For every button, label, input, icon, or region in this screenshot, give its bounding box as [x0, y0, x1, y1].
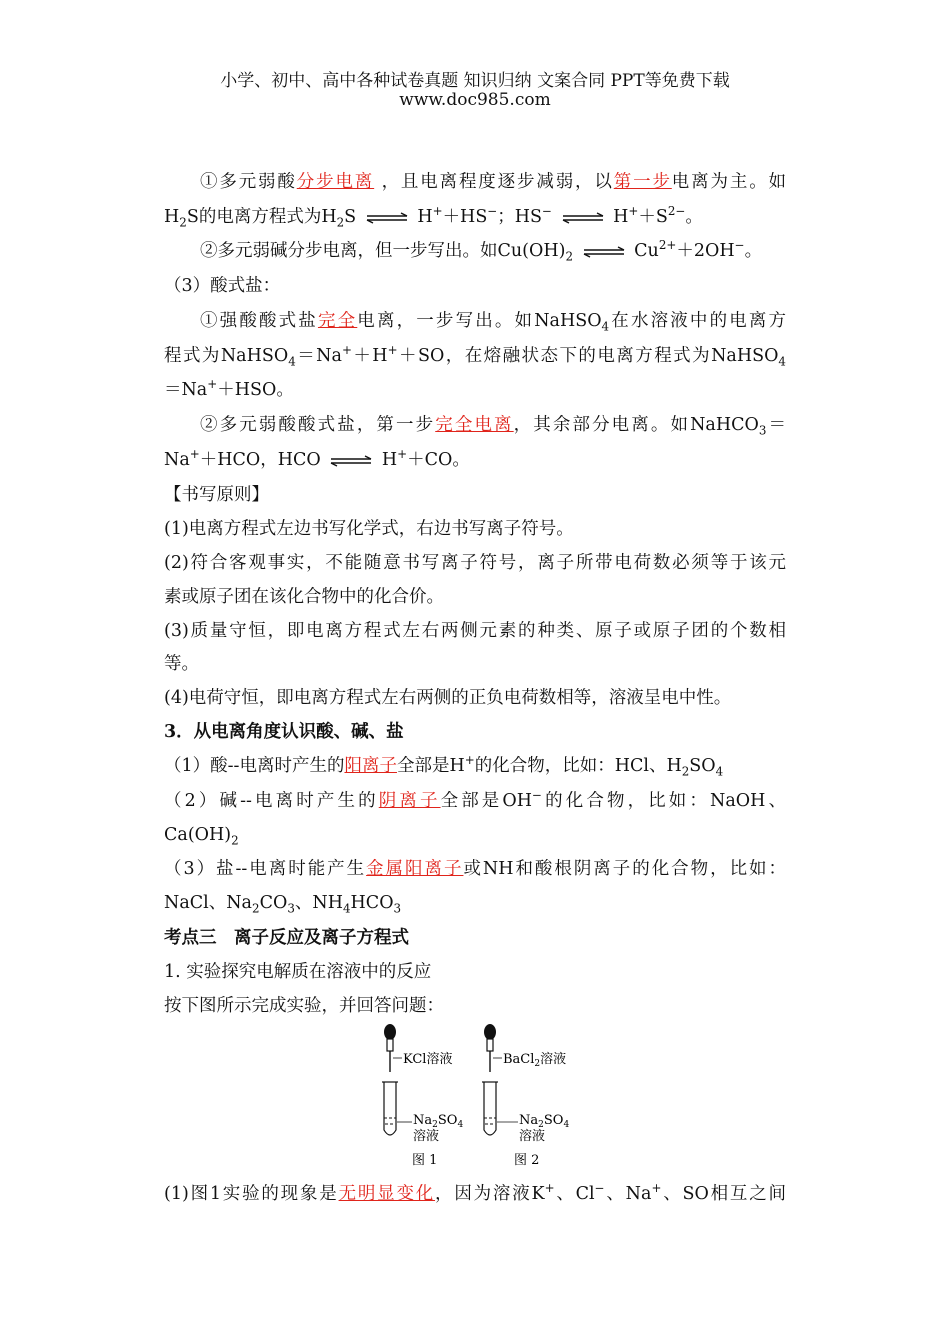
- paragraph-weak-acid-salt: ②多元弱酸酸式盐，第一步完全电离，其余部分电离。如NaHCO$_3$＝: [200, 415, 786, 438]
- rule-2-line2: 素或原子团在该化合物中的化合价。: [164, 587, 444, 607]
- section-3-title: 3．从电离角度认识酸、碱、盐: [164, 722, 404, 742]
- rule-1: (1)电离方程式左边书写化学式，右边书写离子符号。: [164, 519, 574, 539]
- figure-caption-1: 图 1: [412, 1153, 438, 1168]
- heading-acid-salt: （3）酸式盐：: [164, 276, 281, 296]
- rule-3-line1: (3)质量守恒，即电离方程式左右两侧元素的种类、原子或原子团的个数相: [164, 621, 786, 641]
- answer-blank: 无明显变化: [338, 1184, 436, 1204]
- figure-caption-2: 图 2: [514, 1153, 540, 1168]
- paragraph-polyacid: ①多元弱酸分步电离 ，且电离程度逐步减弱，以第一步电离为主。如: [200, 172, 786, 192]
- svg-text:Na2SO4: $Na_2SO_4$: [519, 1113, 570, 1130]
- equilibrium-arrow-icon: [329, 455, 373, 467]
- experiment-figure: [372, 1022, 582, 1172]
- equilibrium-arrow-icon: [365, 212, 409, 224]
- header-banner: 小学、初中、高中各种试卷真题 知识归纳 文案合同 PPT等免费下载: [220, 71, 730, 91]
- answer-blank: 分步电离: [296, 172, 375, 192]
- dropper-icon: [484, 1024, 496, 1072]
- answer-blank: 完全: [317, 311, 358, 331]
- reagent-label-bacl2: BaCl$_2$溶液: [503, 1052, 567, 1069]
- equation-nahso4: 程式为NaHSO$_4$＝Na+＋H+＋SO，在熔融状态下的电离方程式为NaHSO$_4$: [164, 343, 786, 369]
- topic-3-title: 考点三 离子反应及离子方程式: [164, 928, 409, 948]
- answer-blank: 第一步: [613, 172, 672, 192]
- question-1: (1)图1实验的现象是无明显变化，因为溶液K+、Cl−、Na+、SO相互之间: [164, 1181, 786, 1204]
- equilibrium-arrow-icon: [582, 246, 626, 258]
- definition-acid: （1）酸--电离时产生的阳离子全部是H+的化合物，比如：HCl、$H_2SO_4$: [164, 753, 724, 779]
- paragraph-strong-acid-salt: ①强酸酸式盐完全电离，一步写出。如NaHSO$_4$在水溶液中的电离方: [200, 311, 786, 334]
- equation-nahso4-melt: ＝Na+＋HSO。: [164, 377, 294, 400]
- dropper-icon: [384, 1024, 396, 1072]
- header-url: www.doc985.com: [399, 90, 551, 110]
- svg-text:Na2SO4: $Na_2SO_4$: [413, 1113, 464, 1130]
- equation-h2s: $H_2S$的电离方程式为$H_2S$ H+＋HS−；HS− $H^++S^{2-}$。: [164, 204, 703, 230]
- svg-text:溶液: 溶液: [413, 1129, 440, 1144]
- rule-3-line2: 等。: [164, 654, 199, 674]
- reagent-label-kcl: KCl溶液: [403, 1052, 453, 1067]
- svg-text:溶液: 溶液: [519, 1129, 546, 1144]
- experiment-heading: 1. 实验探究电解质在溶液中的反应: [164, 962, 432, 982]
- answer-blank: 金属阳离子: [366, 859, 464, 879]
- rule-2-line1: (2)符合客观事实，不能随意书写离子符号，离子所带电荷数必须等于该元: [164, 553, 786, 573]
- test-tube-icon: [482, 1082, 498, 1135]
- answer-blank: 阴离子: [378, 791, 441, 811]
- definition-base: （2）碱--电离时产生的阴离子全部是OH−的化合物，比如：NaOH、: [164, 788, 786, 811]
- equilibrium-arrow-icon: [561, 212, 605, 224]
- rule-4: (4)电荷守恒，即电离方程式左右两侧的正负电荷数相等，溶液呈电中性。: [164, 688, 732, 708]
- answer-blank: 完全电离: [435, 415, 514, 435]
- experiment-instruction: 按下图所示完成实验，并回答问题：: [164, 996, 444, 1016]
- definition-base-example: $Ca(OH)_2$: [164, 825, 239, 848]
- rules-title: 【书写原则】: [164, 485, 269, 505]
- paragraph-polybase: ②多元弱碱分步电离，但一步写出。如$Cu(OH)_2$ $Cu^{2+}+2OH^-$。: [200, 238, 763, 264]
- test-tube-icon: [382, 1082, 398, 1135]
- definition-salt-example: NaCl、$Na_2CO_3$、$NH_4HCO_3$: [164, 893, 402, 916]
- answer-blank: 阳离子: [344, 756, 397, 776]
- equation-nahco3: Na+＋HCO，HCO H+＋CO。: [164, 447, 470, 470]
- definition-salt: （3）盐--电离时能产生金属阳离子或NH和酸根阴离子的化合物，比如：: [164, 859, 786, 879]
